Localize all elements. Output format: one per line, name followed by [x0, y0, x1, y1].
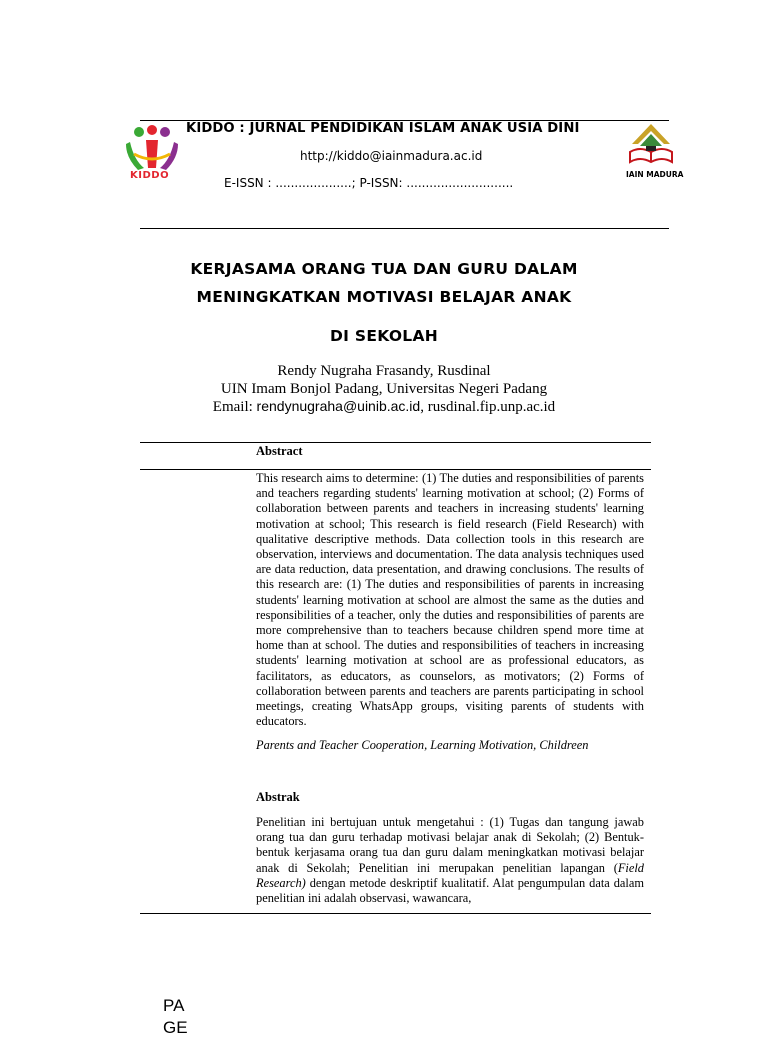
abstract-body: This research aims to determine: (1) The duties and responsibilities of parents and teachers regarding students' learning motivation at school; (2) Forms of collaboration between parents and teachers in increasing students' learning motivation at school; This research is field research (Field Research) with qualitative descriptive methods. Data collection tools in this research are observation, interviews and documentation. The data analysis techniques used are data reduction, data presentation, and drawing conclusions. The results of this research are: (1) The duties and responsibilities of parents in increasing students' learning motivation at school are almost the same as the duties and responsibilities of a teacher, only the duties and responsibilities of parents are more comprehensive than to teachers because children spend more time at home than at school. The duties and responsibilities of teachers in increasing students' learning motivation at school are as professional educators, as facilitators, as educators, as counselors, as motivators; (2) Forms of collaboration between parents and teachers are parents participating in school meetings, creating WhatsApp groups, visiting parents of students with educators. — [256, 471, 644, 729]
article-affiliation: UIN Imam Bonjol Padang, Universitas Negeri Padang — [220, 381, 548, 397]
page-label — [163, 995, 188, 1039]
abstrak-body-italic: Field Research) — [256, 860, 644, 890]
abstrak-body-text-1: Penelitian ini bertujuan untuk mengetahui : (1) Tugas dan tangung jawab orang tua dan guru terhadap motivasi belajar anak di Sekolah; (2) Bentuk-bentuk kerjasama orang tua dan guru dalam meningkatkan motivasi belajar anak di Sekolah; Penelitian ini merupakan penelitian lapangan ( — [256, 815, 644, 875]
abstract-heading-rule — [140, 469, 651, 470]
email-secondary: , rusdinal.fip.unp.ac.id — [420, 399, 556, 415]
kiddo-logo — [122, 124, 182, 184]
article-title-line-1: KERJASAMA ORANG TUA DAN GURU DALAM — [190, 260, 578, 278]
kiddo-logo-text: KIDDO — [130, 170, 170, 181]
header-bottom-rule — [140, 228, 669, 229]
abstrak-body-text-2: dengan metode deskriptif kualitatif. Alat pengumpulan data dalam penelitian ini adalah observasi, wawancara, — [256, 875, 644, 906]
abstract-top-rule — [140, 442, 651, 443]
article-email — [0, 398, 768, 416]
journal-title: KIDDO : JURNAL PENDIDIKAN ISLAM ANAK USIA DINI — [186, 121, 580, 136]
abstrak-heading: Abstrak — [256, 790, 300, 804]
iain-madura-logo-graphic — [624, 122, 678, 170]
journal-issn: E-ISSN : ....................; P-ISSN: ............................ — [224, 176, 514, 190]
abstract-bottom-rule — [140, 913, 651, 914]
article-authors: Rendy Nugraha Frasandy, Rusdinal — [277, 363, 491, 379]
abstract-keywords: Parents and Teacher Cooperation, Learning Motivation, Childreen — [256, 738, 589, 752]
page-label-line-1: PA — [163, 996, 185, 1015]
journal-url[interactable]: http://kiddo@iainmadura.ac.id — [300, 149, 483, 163]
page-label-line-2: GE — [163, 1018, 188, 1037]
iain-madura-logo — [624, 122, 684, 182]
iain-madura-logo-text: IAIN MADURA — [626, 170, 684, 179]
article-title-line-2: MENINGKATKAN MOTIVASI BELAJAR ANAK — [196, 288, 572, 306]
abstrak-body — [256, 815, 644, 906]
email-primary-link[interactable]: rendynugraha@uinib.ac.id — [256, 398, 421, 414]
abstract-heading: Abstract — [256, 444, 303, 458]
article-title-line-3: DI SEKOLAH — [329, 327, 439, 345]
email-label: Email: — [212, 399, 257, 415]
